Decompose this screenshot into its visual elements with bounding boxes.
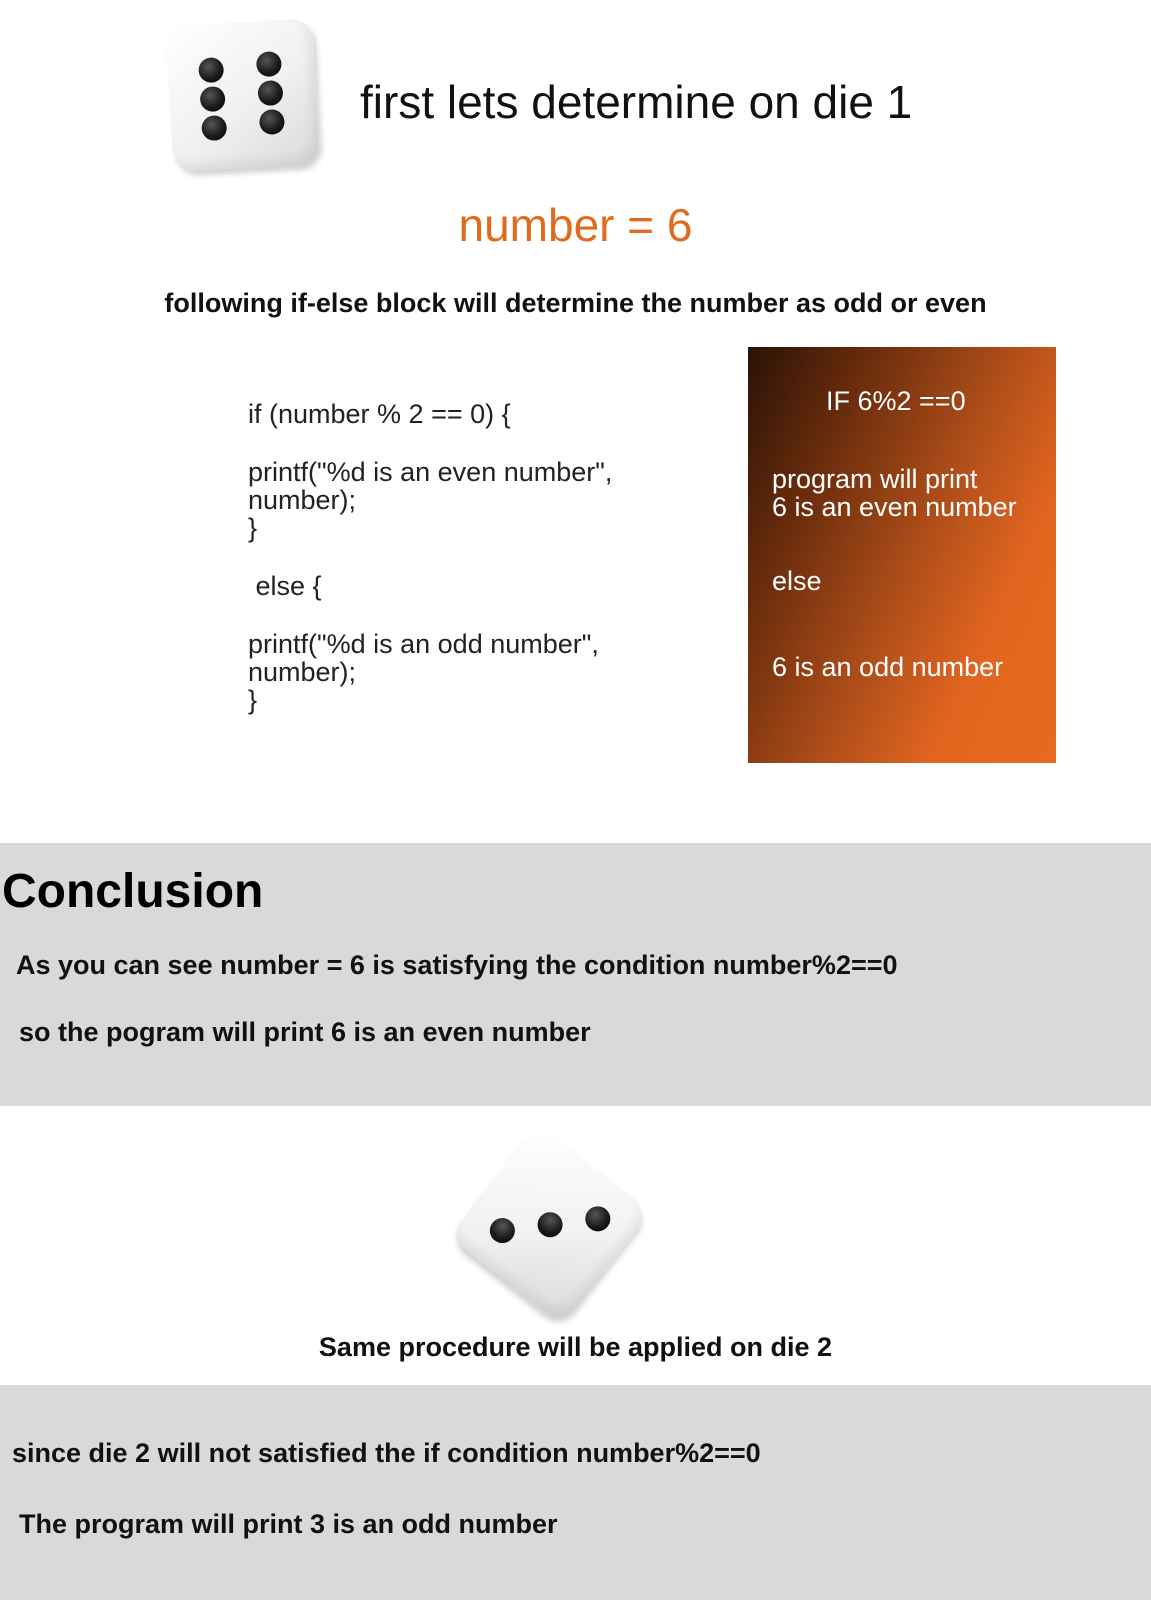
code-line: }	[248, 513, 258, 543]
else-value: 6 is an odd number	[772, 652, 1004, 682]
die-pip	[257, 80, 283, 106]
conclusion-title: Conclusion	[2, 865, 264, 918]
code-line: else {	[248, 571, 322, 601]
summary-line-1: since die 2 will not satisfied the if condition number%2==0	[12, 1438, 761, 1468]
evaluation-box	[748, 347, 1056, 763]
die-pip	[259, 109, 285, 135]
die-three-icon	[449, 1123, 651, 1325]
code-line: printf("%d is an even number",	[248, 457, 613, 487]
code-line: printf("%d is an odd number",	[248, 629, 599, 659]
code-line	[248, 428, 718, 458]
code-block	[248, 400, 718, 714]
result-value: 6 is an even number	[772, 492, 1017, 522]
die-pip	[198, 57, 224, 83]
die-pip	[201, 115, 227, 141]
intro-text: following if-else block will determine the number as odd or even	[164, 288, 987, 318]
die-pip	[585, 1206, 610, 1231]
die-pip	[533, 1207, 568, 1242]
summary-band	[0, 1385, 1151, 1600]
else-label: else	[772, 566, 822, 596]
die2-caption: Same procedure will be applied on die 2	[318, 1332, 833, 1362]
summary-line-2: The program will print 3 is an odd number	[19, 1509, 558, 1539]
condition-text: IF 6%2 ==0	[826, 386, 966, 416]
result-label: program will print	[772, 464, 978, 494]
page-heading: first lets determine on die 1	[360, 76, 913, 128]
die-pip	[200, 86, 226, 112]
die-pip	[256, 51, 282, 77]
code-line: number);	[248, 485, 357, 515]
code-line: number);	[248, 657, 357, 687]
conclusion-line-2: so the pogram will print 6 is an even number	[19, 1017, 591, 1047]
code-line: if (number % 2 == 0) {	[248, 399, 511, 429]
die-six-icon	[166, 18, 319, 171]
code-line	[248, 542, 718, 572]
die-pip	[485, 1213, 520, 1248]
code-line: }	[248, 685, 258, 715]
code-line	[248, 600, 718, 630]
number-value: number = 6	[458, 199, 693, 251]
conclusion-line-1: As you can see number = 6 is satisfying the condition number%2==0	[16, 950, 898, 980]
